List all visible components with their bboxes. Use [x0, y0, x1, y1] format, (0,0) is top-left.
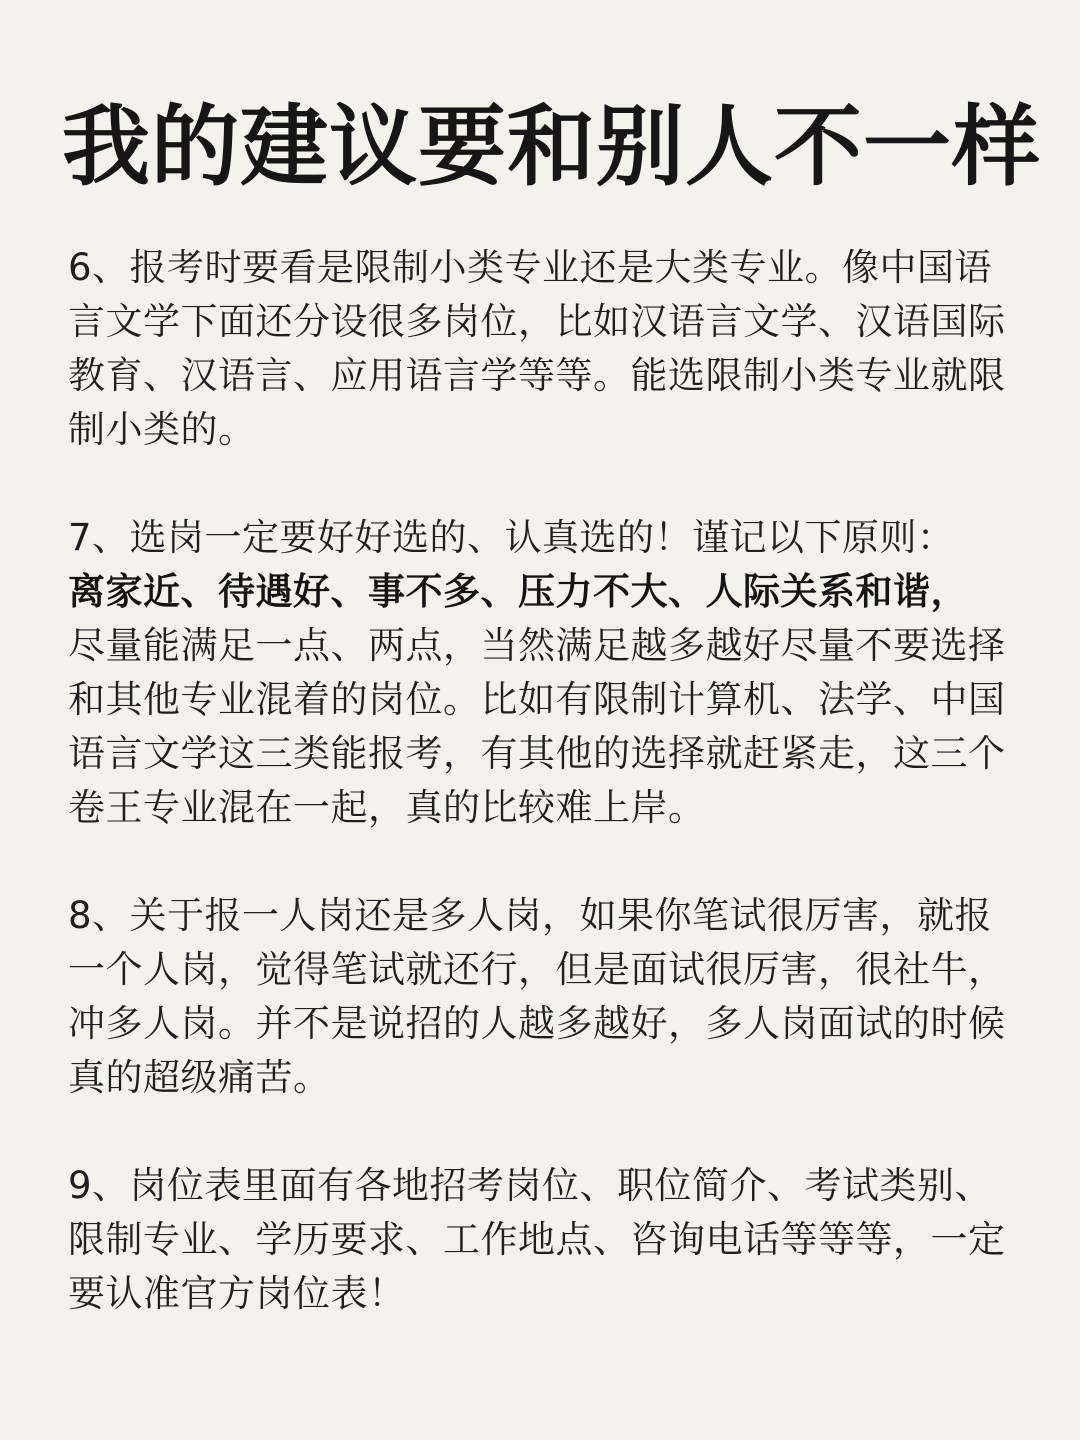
tip-paragraph-7	[68, 511, 1018, 835]
tip-7-intro: 7、选岗一定要好好选的、认真选的！谨记以下原则：	[68, 516, 955, 559]
tip-7-rest: 尽量能满足一点、两点，当然满足越多越好尽量不要选择和其他专业混着的岗位。比如有限制计算机、法学、中国语言文学这三类能报考，有其他的选择就赶紧走，这三个卷王专业混在一起，真的比较难上岸。	[68, 624, 1006, 829]
tip-paragraph-9: 9、岗位表里面有各地招考岗位、职位简介、考试类别、限制专业、学历要求、工作地点、咨询电话等等等，一定要认准官方岗位表！	[68, 1164, 1006, 1315]
tip-paragraph-8: 8、关于报一人岗还是多人岗，如果你笔试很厉害，就报一个人岗，觉得笔试就还行，但是面试很厉害，很社牛，冲多人岗。并不是说招的人越多越好，多人岗面试的时候真的超级痛苦。	[68, 894, 1006, 1099]
page-title: 我的建议要和别人不一样	[62, 95, 1042, 198]
tip-paragraph-6: 6、报考时要看是限制小类专业还是大类专业。像中国语言文学下面还分设很多岗位，比如汉语言文学、汉语国际教育、汉语言、应用语言学等等。能选限制小类专业就限制小类的。	[68, 246, 1006, 451]
tip-7-emphasis: 离家近、待遇好、事不多、压力不大、人际关系和谐，	[68, 570, 968, 613]
